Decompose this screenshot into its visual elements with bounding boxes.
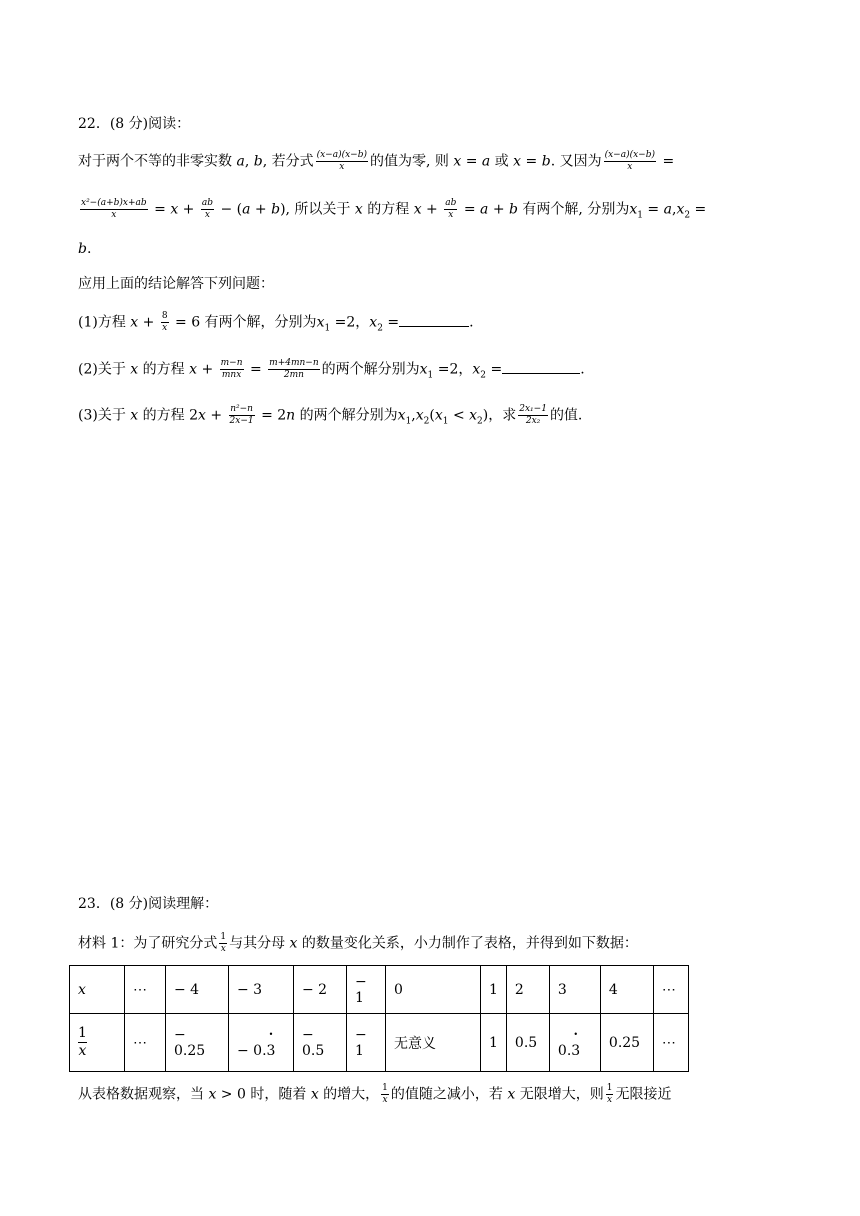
data-table [69, 965, 689, 1072]
fraction: $\frac{\text{n²−n}}{2x-1}$ [229, 404, 254, 426]
table-cell: ⋯ [653, 966, 688, 1014]
fraction: $\frac{(x-a)(x-b)}{x}$ [316, 150, 367, 172]
q22-item-3: (3)关于 x 的方程 2x + $\frac{\text{n²−n}}{2x-1}$ = 2n 的两个解分别为$x_1,x_2(x_1 < x_2)$，求 $\frac{\text{2x₁−1}}{\text{2x₂}}$ 的值. [78, 404, 583, 427]
table-cell: − 2 [294, 966, 347, 1014]
table-cell: 3 [549, 966, 600, 1014]
fraction: $\frac{\text{2x₁−1}}{\text{2x₂}}$ [519, 404, 547, 426]
answer-blank[interactable] [502, 361, 580, 374]
table-cell: 2 [506, 966, 549, 1014]
fraction: $\frac{1}{x}$ [606, 1083, 613, 1105]
fraction: $\frac{1}{x}$ [78, 1025, 87, 1059]
fraction: $\frac{m-n}{\text{mnx}}$ [220, 358, 243, 380]
fraction: $\frac{ab}{x}$ [201, 198, 213, 220]
table-cell: 0.• 3 [549, 1014, 600, 1072]
table-cell: − 1 [347, 966, 386, 1014]
q22-paragraph-line1: 对于两个不等的非零实数 a, b, 若分式 $\frac{(x-a)(x-b)}{x}$ 的值为零, 则 x = a 或 x = b. 又因为 $\frac{(x-a)(x-b)}{x}$ = [78, 150, 675, 172]
table-cell [70, 1014, 125, 1072]
table-cell: 4 [600, 966, 653, 1014]
fraction: $\frac{ab}{x}$ [445, 198, 457, 220]
table-cell: − 0.25 [166, 1014, 229, 1072]
q22-paragraph-line3: b. [78, 241, 92, 257]
table-cell: 0.25 [600, 1014, 653, 1072]
q22-instruction: 应用上面的结论解答下列问题： [78, 276, 274, 292]
fraction: $\frac{(x-a)(x-b)}{x}$ [604, 150, 655, 172]
q22-paragraph-line2: $\frac{\text{x²−(a+b)x+ab}}{x}$ = x + $\frac{ab}{x}$ − (a + b), 所以关于 x 的方程 x + $\frac{ab}{x}$ = a + b 有两个解, 分别为$x_1 = a,x_2$ = [81, 198, 707, 221]
table-cell: ⋯ [125, 966, 166, 1014]
fraction: $\frac{\text{x²−(a+b)x+ab}}{x}$ [81, 198, 147, 220]
table-cell: 1 [481, 966, 507, 1014]
fraction: $\frac{8}{x}$ [161, 311, 168, 333]
fraction: $\frac{m+4mn-n}{2mn}$ [269, 358, 319, 380]
table-cell: 1 [481, 1014, 507, 1072]
q22-header: 22．(8 分)阅读： [78, 116, 191, 132]
table-cell: x [70, 966, 125, 1014]
table-cell: ⋯ [653, 1014, 688, 1072]
table-cell: − 0.5 [294, 1014, 347, 1072]
table-cell: 0 [386, 966, 481, 1014]
q23-material-1: 材料 1：为了研究分式 $\frac{1}{x}$ 与其分母 x 的数量变化关系，小力制作了表格，并得到如下数据： [78, 932, 638, 954]
q22-item-2: (2)关于 x 的方程 x + $\frac{m-n}{\text{mnx}}$ = $\frac{m+4mn-n}{2mn}$ 的两个解分别为$x_1 =2$，$x_2$ = . [78, 358, 585, 381]
fraction: $\frac{1}{x}$ [220, 932, 227, 954]
q22-item-1: (1)方程 x + $\frac{8}{x}$ = 6 有两个解，分别为$x_1 =2$，$x_2$ = . [78, 311, 474, 334]
table-cell: 无意义 [386, 1014, 481, 1072]
table-cell: − 0.• 3 [229, 1014, 294, 1072]
table-cell: − 1 [347, 1014, 386, 1072]
q23-observation: 从表格数据观察，当 x > 0 时，随着 x 的增大， $\frac{1}{x}$ 的值随之减小，若 x 无限增大，则 $\frac{1}{x}$ 无限接近 [78, 1083, 672, 1105]
table-cell: − 4 [166, 966, 229, 1014]
answer-blank[interactable] [399, 314, 469, 327]
table-cell: − 3 [229, 966, 294, 1014]
q23-header: 23．(8 分)阅读理解： [78, 896, 219, 912]
table-cell: 0.5 [506, 1014, 549, 1072]
fraction: $\frac{1}{x}$ [382, 1083, 388, 1105]
table-cell: ⋯ [125, 1014, 166, 1072]
table-row [70, 1014, 689, 1072]
table-row [70, 966, 689, 1014]
